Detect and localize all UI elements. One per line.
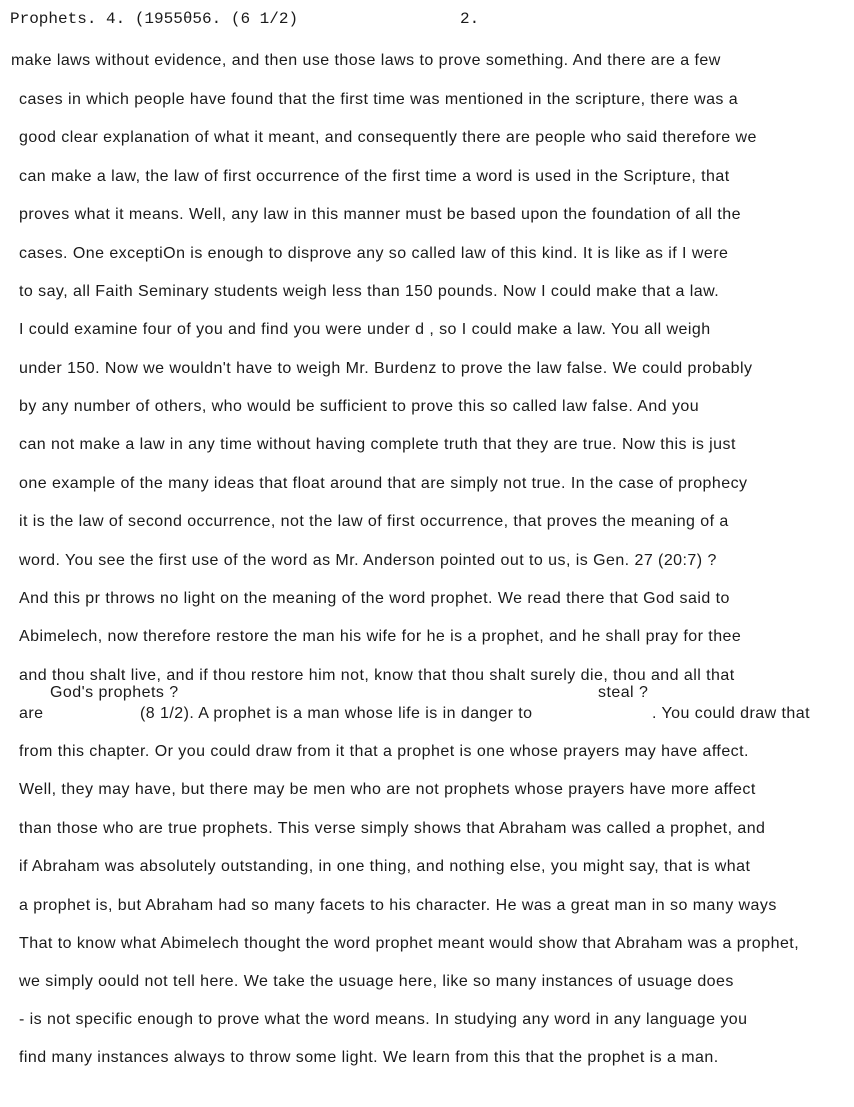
text-line: word. You see the first use of the word as Mr. Anderson pointed out to us, is Gen. 27 (20:7) ? xyxy=(19,552,717,569)
text-line: by any number of others, who would be sufficient to prove this so called law false. And you xyxy=(19,398,700,415)
text-line: proves what it means. Well, any law in this manner must be based upon the foundation of all the xyxy=(19,206,741,223)
text-fragment: . You could draw that xyxy=(652,705,811,722)
text-line: Abimelech, now therefore restore the man his wife for he is a prophet, and he shall pray for thee xyxy=(19,628,742,645)
text-fragment: (8 1/2). A prophet is a man whose life is in danger to xyxy=(140,705,533,722)
text-line: can make a law, the law of first occurrence of the first time a word is used in the Scripture, that xyxy=(19,168,730,185)
text-line: and thou shalt live, and if thou restore him not, know that thou shalt surely die, thou and all that xyxy=(19,667,735,684)
text-line: can not make a law in any time without having complete truth that they are true. Now this is just xyxy=(19,436,736,453)
text-line: I could examine four of you and find you were under d , so I could make a law. You all weigh xyxy=(19,321,711,338)
page-number: 2. xyxy=(460,10,480,28)
interlinear-note: God's prophets ? xyxy=(50,684,179,701)
text-line: to say, all Faith Seminary students weigh less than 150 pounds. Now I could make that a law. xyxy=(19,283,720,300)
text-line: a prophet is, but Abraham had so many facets to his character. He was a great man in so many ways xyxy=(19,897,777,914)
text-line: cases. One exceptiOn is enough to disprove any so called law of this kind. It is like as if I were xyxy=(19,245,729,262)
text-line: one example of the many ideas that float around that are simply not true. In the case of prophecy xyxy=(19,475,748,492)
document-title: Prophets. 4. (1955θ56. (6 1/2) xyxy=(10,10,299,28)
text-line: make laws without evidence, and then use those laws to prove something. And there are a few xyxy=(11,52,721,69)
interlinear-note: steal ? xyxy=(598,684,649,701)
text-line: from this chapter. Or you could draw from it that a prophet is one whose prayers may have affect. xyxy=(19,743,749,760)
text-line: it is the law of second occurrence, not the law of first occurrence, that proves the meaning of a xyxy=(19,513,729,530)
text-line: cases in which people have found that the first time was mentioned in the scripture, there was a xyxy=(19,91,739,108)
text-line: we simply oould not tell here. We take the usuage here, like so many instances of usuage does xyxy=(19,973,734,990)
text-line: find many instances always to throw some light. We learn from this that the prophet is a man. xyxy=(19,1049,719,1066)
text-line: That to know what Abimelech thought the word prophet meant would show that Abraham was a prophet, xyxy=(19,935,800,952)
text-line: good clear explanation of what it meant, and consequently there are people who said therefore we xyxy=(19,129,757,146)
text-line: if Abraham was absolutely outstanding, in one thing, and nothing else, you might say, that is what xyxy=(19,858,751,875)
text-line: than those who are true prophets. This verse simply shows that Abraham was called a prophet, and xyxy=(19,820,766,837)
text-line: under 150. Now we wouldn't have to weigh Mr. Burdenz to prove the law false. We could probably xyxy=(19,360,753,377)
text-fragment: are xyxy=(19,705,44,722)
text-line: Well, they may have, but there may be men who are not prophets whose prayers have more affect xyxy=(19,781,756,798)
text-line: And this pr throws no light on the meaning of the word prophet. We read there that God said to xyxy=(19,590,730,607)
text-line: - is not specific enough to prove what the word means. In studying any word in any language you xyxy=(19,1011,748,1028)
